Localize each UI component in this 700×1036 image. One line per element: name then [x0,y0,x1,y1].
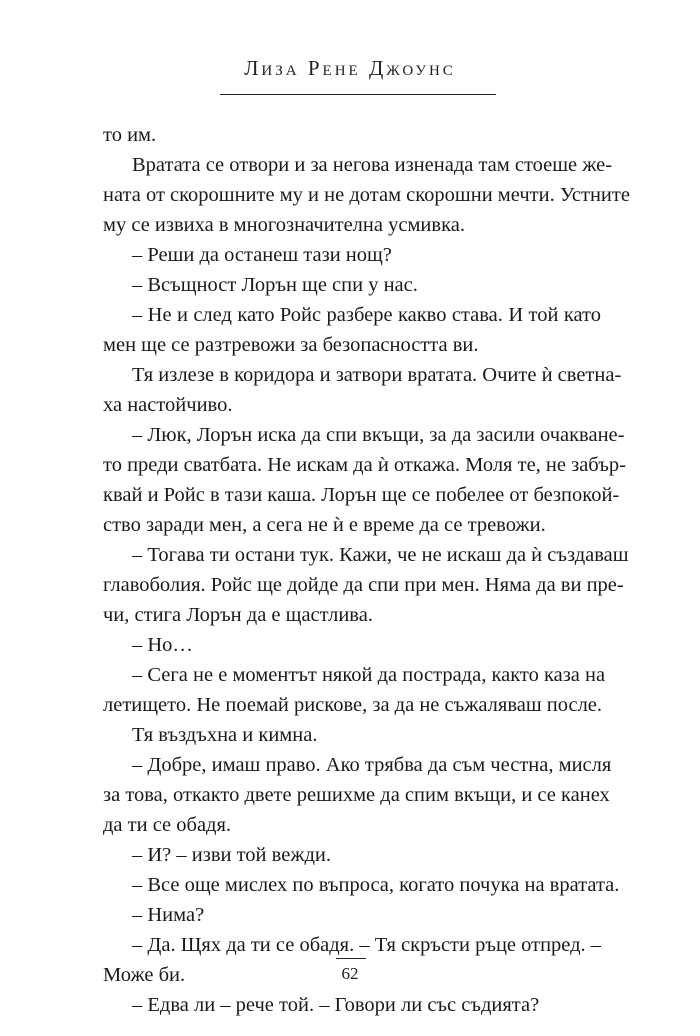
text-line: – Всъщност Лорън ще спи у нас. [132,274,418,296]
text-line: Тя излезе в коридора и затвори вратата. Очите ѝ светна- [132,364,622,386]
text-line: – Реши да останеш тази нощ? [132,244,392,266]
text-line: – Да. Щях да ти се обадя. – Тя скръсти ръце отпред. – [132,934,602,956]
text-line: – Все още мислех по въпроса, когато почука на вратата. [132,874,620,896]
text-line: ха настойчиво. [103,394,233,416]
text-line: главоболия. Ройс ще дойде да спи при мен. Няма да ви пре- [103,574,624,596]
text-line: Вратата се отвори и за негова изненада там стоеше же- [132,154,613,176]
text-line: – Нима? [132,904,205,926]
running-head: Лиза Рене Джоунс [244,56,456,80]
text-line: квай и Ройс в тази каша. Лорън ще се побелее от безпокой- [103,484,620,506]
text-line: да ти се обадя. [103,814,232,836]
page-number: 62 [341,964,359,983]
text-line: – И? – изви той вежди. [132,844,332,866]
page-number-rule [336,958,366,959]
text-line: Тя въздъхна и кимна. [132,724,318,746]
text-line: – Но… [132,634,193,656]
text-line: ство заради мен, а сега не ѝ е време да се тревожи. [103,514,546,536]
text-line: – Не и след като Ройс разбере какво става. И той като [132,304,601,326]
text-line: му се извиха в многозначителна усмивка. [103,214,465,236]
text-line: то им. [103,124,157,146]
text-line: – Добре, имаш право. Ако трябва да съм честна, мисля [132,754,612,776]
text-line: – Люк, Лорън иска да спи вкъщи, за да засили очакване- [132,424,625,446]
text-line: – Едва ли – рече той. – Говори ли със съдията? [132,994,540,1016]
text-line: за това, откакто двете решихме да спим вкъщи, и се канех [103,784,610,806]
body-text [103,120,630,1020]
text-line: летището. Не поемай рискове, за да не съжаляваш после. [103,694,603,716]
text-line: – Сега не е моментът някой да пострада, както каза на [132,664,606,686]
header-rule [220,94,496,95]
text-line: то преди сватбата. Не искам да ѝ откажа. Моля те, не забър- [103,454,626,476]
text-line: мен ще се разтревожи за безопасността ви. [103,334,479,356]
text-line: чи, стига Лорън да е щастлива. [103,604,373,626]
text-line: Може би. [103,964,186,986]
text-line: ната от скорошните му и не дотам скорошни мечти. Устните [103,184,630,206]
text-line: – Тогава ти остани тук. Кажи, че не искаш да ѝ създаваш [132,544,629,566]
